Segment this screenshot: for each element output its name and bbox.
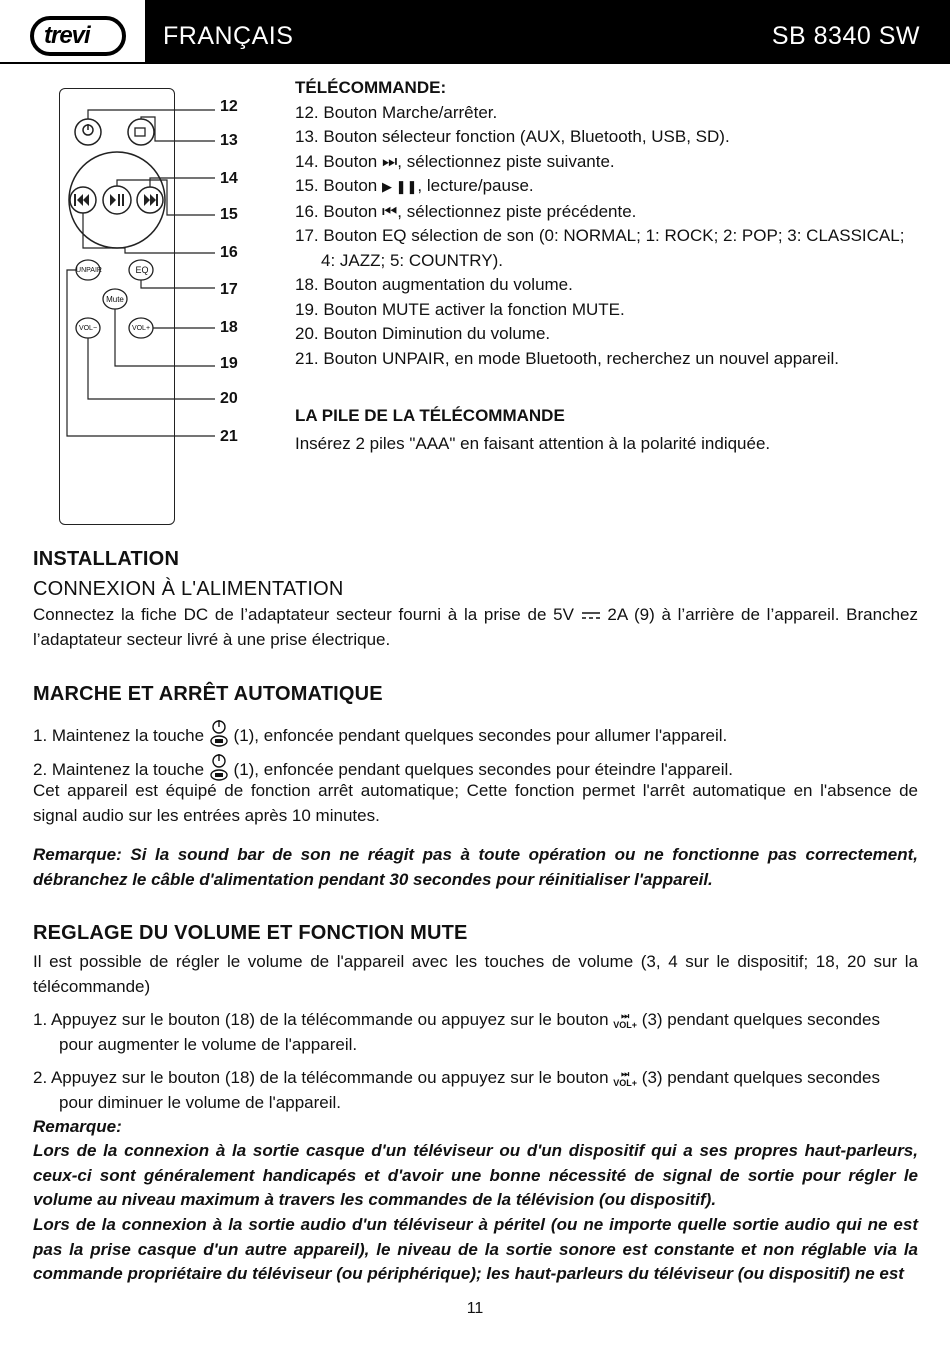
header-bar xyxy=(145,0,950,62)
next-track-icon: ⏭ xyxy=(381,151,398,171)
callout-15: 15 xyxy=(220,206,238,223)
logo-area xyxy=(0,0,145,66)
volume-item-1-a: 1. Appuyez sur le bouton (18) de la télécommande ou appuyez sur le bouton xyxy=(33,1010,609,1029)
power-button-shape xyxy=(75,119,101,145)
unpair-button-label: UNPAIR xyxy=(76,266,102,274)
auto-onoff-item-1-a: 1. Maintenez la touche xyxy=(33,726,205,746)
vol-plus-button-label: VOL+ xyxy=(131,324,151,332)
remote-drawing xyxy=(55,88,275,528)
volume-text: Il est possible de régler le volume de l'appareil avec les touches de volume (3, 4 sur le dispositif; 18, 20 sur la télécommande) xyxy=(33,952,918,996)
remote-item-15-b: , lecture/pause. xyxy=(417,176,534,195)
auto-onoff-item-2-b: (1), enfoncée pendant quelques secondes pour éteindre l'appareil. xyxy=(233,760,733,780)
callout-14: 14 xyxy=(220,170,238,187)
remote-item-14-b: , sélectionnez piste suivante. xyxy=(397,151,615,171)
volume-item-2-b: (3) pendant quelques secondes xyxy=(641,1068,880,1087)
vol-plus-next-icon: ⏭ VOL+ xyxy=(613,1068,638,1088)
dc-symbol-icon xyxy=(581,603,601,628)
remote-item-15-a: 15. Bouton xyxy=(295,176,378,195)
volume-item-2-c: pour diminuer le volume de l'appareil. xyxy=(59,1092,342,1112)
callout-20: 20 xyxy=(220,390,238,407)
volume-item-1 xyxy=(33,1008,918,1057)
volume-remark-title: Remarque: xyxy=(33,1117,122,1136)
battery-text: Insérez 2 piles "AAA" en faisant attention à la polarité indiquée. xyxy=(295,434,771,453)
power-text-b: 2A (9) à l’arrière de l’appareil. Branchez l’adaptateur secteur livré à une prise électrique. xyxy=(33,605,918,649)
power-button-icon xyxy=(209,719,229,755)
auto-off-text: Cet appareil est équipé de fonction arrêt automatique; Cette fonction permet l'arrêt automatique en l'absence de signal audio sur les entrées après 10 minutes. xyxy=(33,781,918,825)
power-connection-text xyxy=(33,603,918,652)
mute-button-label: Mute xyxy=(106,294,124,304)
callout-16: 16 xyxy=(220,244,238,261)
logo-text: trevi xyxy=(44,22,90,49)
auto-onoff-item-1 xyxy=(33,719,918,755)
header-divider xyxy=(0,62,950,64)
callout-17: 17 xyxy=(220,281,238,298)
remote-item-16 xyxy=(295,200,925,225)
installation-title: INSTALLATION xyxy=(33,548,180,570)
callout-18: 18 xyxy=(220,319,238,336)
remote-item-17: 17. Bouton EQ sélection de son (0: NORMAL; 1: ROCK; 2: POP; 3: CLASSICAL; xyxy=(295,226,905,245)
remote-item-16-a: 16. Bouton xyxy=(295,201,378,221)
auto-off-remark: Remarque: Si la sound bar de son ne réagit pas à toute opération ou ne fonctionne pas correctement, débranchez le câble d'alimentation pendant 30 secondes pour réinitialiser l'appareil. xyxy=(33,845,918,889)
remote-item-15 xyxy=(295,174,925,200)
vol-minus-button-label: VOL− xyxy=(78,324,98,332)
remote-item-14-a: 14. Bouton xyxy=(295,151,378,171)
callout-13: 13 xyxy=(220,132,238,149)
remote-item-13: 13. Bouton sélecteur fonction (AUX, Bluetooth, USB, SD). xyxy=(295,127,730,146)
power-connection-subtitle: CONNEXION À L'ALIMENTATION xyxy=(33,578,344,600)
volume-item-2 xyxy=(33,1066,918,1115)
volume-title: REGLAGE DU VOLUME ET FONCTION MUTE xyxy=(33,922,468,944)
remote-item-18: 18. Bouton augmentation du volume. xyxy=(295,275,573,294)
auto-onoff-item-2-a: 2. Maintenez la touche xyxy=(33,760,205,780)
eq-button-label: EQ xyxy=(135,265,149,275)
remote-item-14 xyxy=(295,150,925,175)
volume-remark-2: Lors de la connexion à la sortie audio d'un téléviseur à péritel (ou ne importe quelle sortie audio qui ne est pas la prise casque d'un autre appareil), le niveau de la sortie sonore est constante et non réglable via la commande propriétaire du téléviseur (ou périphérique); les haut-parleurs du téléviseur (ou dispositif) ne est xyxy=(33,1215,918,1283)
callout-21: 21 xyxy=(220,428,238,445)
power-text-a: Connectez la fiche DC de l’adaptateur secteur fourni à la prise de 5V xyxy=(33,605,574,624)
battery-title: LA PILE DE LA TÉLÉCOMMANDE xyxy=(295,406,565,425)
remote-item-17-cont: 4: JAZZ; 5: COUNTRY). xyxy=(321,250,503,270)
volume-item-1-b: (3) pendant quelques secondes xyxy=(641,1010,880,1029)
remote-item-19: 19. Bouton MUTE activer la fonction MUTE. xyxy=(295,299,625,319)
callout-19: 19 xyxy=(220,355,238,372)
callout-12: 12 xyxy=(220,98,238,115)
auto-onoff-title: MARCHE ET ARRÊT AUTOMATIQUE xyxy=(33,683,383,705)
model-label: SB 8340 SW xyxy=(771,22,920,50)
previous-track-icon: ⏮ xyxy=(381,201,398,221)
remote-item-21: 21. Bouton UNPAIR, en mode Bluetooth, recherchez un nouvel appareil. xyxy=(295,348,840,368)
trevi-logo xyxy=(30,16,126,56)
page-number: 11 xyxy=(466,1300,484,1317)
vol-plus-next-icon: ⏭ VOL+ xyxy=(613,1010,638,1030)
play-pause-icon: ▶ ❚❚ xyxy=(381,179,418,194)
remote-item-12: 12. Bouton Marche/arrêter. xyxy=(295,102,498,122)
remote-diagram xyxy=(55,88,275,528)
volume-remark-1: Lors de la connexion à la sortie casque d'un téléviseur ou d'un dispositif qui a ses propres haut-parleurs, ceux-ci sont généralement handicapés et d'avoir une bonne nécessité de signal de sortie pour régler le volume au niveau maximum à travers les commandes de la télévision (ou dispositif). xyxy=(33,1141,918,1209)
auto-onoff-item-1-b: (1), enfoncée pendant quelques secondes pour allumer l'appareil. xyxy=(233,726,728,746)
remote-item-20: 20. Bouton Diminution du volume. xyxy=(295,324,551,343)
remote-section xyxy=(295,76,925,371)
remote-item-16-b: , sélectionnez piste précédente. xyxy=(397,201,637,221)
language-label: FRANÇAIS xyxy=(163,22,294,50)
page-header xyxy=(0,0,950,66)
volume-item-2-a: 2. Appuyez sur le bouton (18) de la télécommande ou appuyez sur le bouton xyxy=(33,1068,609,1087)
volume-item-1-c: pour augmenter le volume de l'appareil. xyxy=(59,1034,358,1054)
remote-title: TÉLÉCOMMANDE: xyxy=(295,78,447,97)
source-button-shape xyxy=(128,119,154,145)
